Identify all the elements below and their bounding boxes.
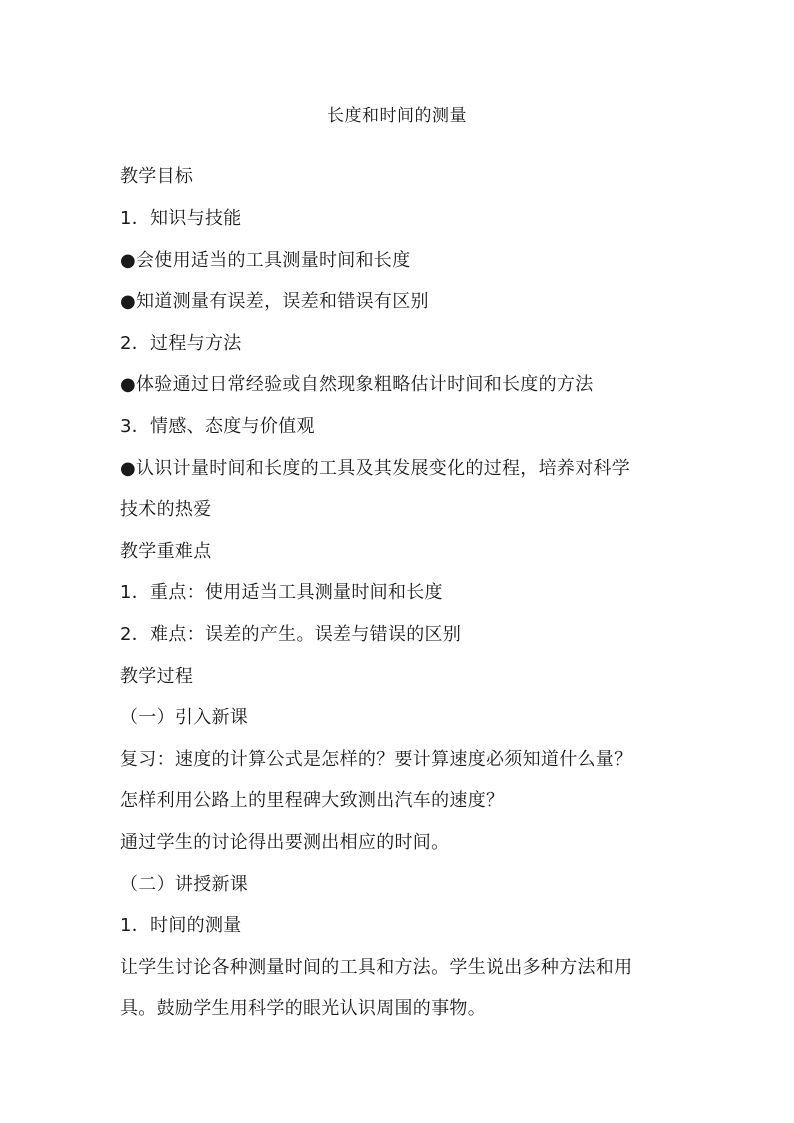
text-line: 怎样利用公路上的里程碑大致测出汽车的速度？ [120,790,505,811]
text-line: 复习：速度的计算公式是怎样的？要计算速度必须知道什么量？ [120,749,633,770]
document-title: 长度和时间的测量 [327,106,467,126]
bullet-line: ●知道测量有误差，误差和错误有区别 [120,291,429,312]
subsection-heading-intro: （一）引入新课 [120,707,249,728]
text-line: 具。鼓励学生用科学的眼光认识周围的事物。 [120,998,486,1019]
bullet-line: ●认识计量时间和长度的工具及其发展变化的过程，培养对科学 [120,458,631,479]
objective-3-heading: 3．情感、态度与价值观 [120,416,315,437]
key-point-line: 1．重点：使用适当工具测量时间和长度 [120,582,443,603]
text-line: 让学生讨论各种测量时间的工具和方法。学生说出多种方法和用 [120,957,633,978]
bullet-line: ●会使用适当的工具测量时间和长度 [120,250,411,271]
topic-heading-time: 1．时间的测量 [120,915,242,936]
section-heading-key-points: 教学重难点 [120,541,212,562]
bullet-line: ●体验通过日常经验或自然现象粗略估计时间和长度的方法 [120,374,594,395]
section-heading-objectives: 教学目标 [120,166,194,187]
subsection-heading-new-lesson: （二）讲授新课 [120,874,249,895]
objective-1-heading: 1．知识与技能 [120,208,242,229]
objective-2-heading: 2．过程与方法 [120,333,242,354]
section-heading-process: 教学过程 [120,666,194,687]
difficult-point-line: 2．难点：误差的产生。误差与错误的区别 [120,624,462,645]
text-line: 技术的热爱 [120,499,212,520]
text-line: 通过学生的讨论得出要测出相应的时间。 [120,832,450,853]
